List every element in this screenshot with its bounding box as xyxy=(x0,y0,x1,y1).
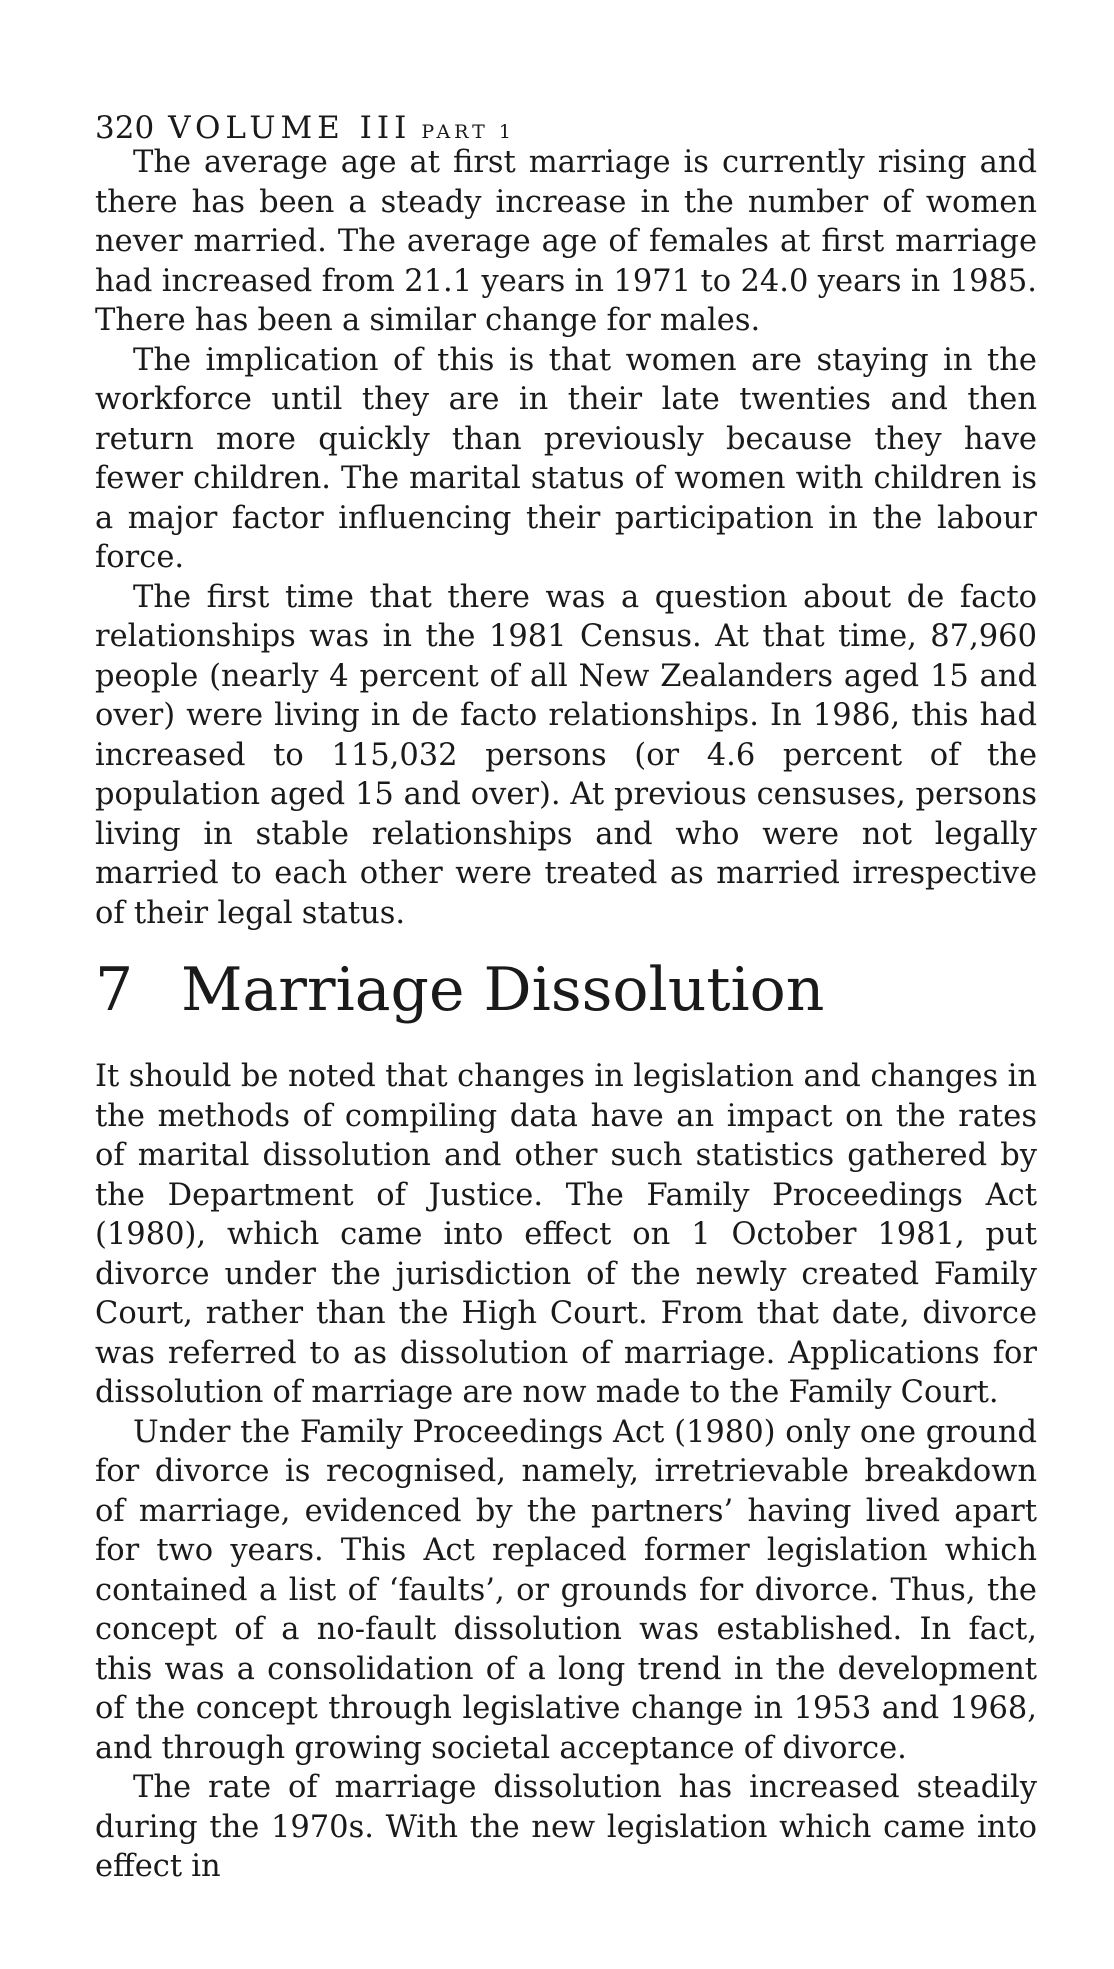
top-text-block xyxy=(95,143,1037,933)
section-text-block xyxy=(95,1057,1037,1887)
page-number: 320 xyxy=(95,110,155,146)
volume-label: VOLUME III xyxy=(168,110,412,146)
paragraph-average-age: The average age at first marriage is currently rising and there has been a steady increase in the number of women never married. The average age of females at first marriage had increased from 21.1 years in 1971 to 24.0 years in 1985. There has been a similar change for males. xyxy=(95,145,1037,338)
paragraph-dissolution-rate: The rate of marriage dissolution has increased steadily during the 1970s. With the new legislation which came into effect in xyxy=(95,1770,1037,1884)
part-label: PART 1 xyxy=(421,121,515,143)
running-head xyxy=(95,110,515,146)
paragraph-implication: The implication of this is that women are staying in the workforce until they are in their late twenties and then return more quickly than previously because they have fewer children. The marital status of women with children is a major factor influencing their participation in the labour force. xyxy=(95,342,1037,575)
paragraph-legislation-changes: It should be noted that changes in legislation and changes in the methods of compiling data have an impact on the rates of marital dissolution and other such statistics gathered by the Department of Justice. The Family Proceedings Act (1980), which came into effect on 1 October 1981, put divorce under the jurisdiction of the newly created Family Court, rather than the High Court. From that date, divorce was referred to as dissolution of marriage. Applications for dissolution of marriage are now made to the Family Court. xyxy=(95,1059,1037,1410)
section-number: 7 xyxy=(95,955,134,1025)
section-heading xyxy=(95,955,824,1025)
paragraph-family-proceedings-act: Under the Family Proceedings Act (1980) only one ground for divorce is recognised, namely, irretrievable breakdown of marriage, evidenced by the partners’ having lived apart for two years. This Act replaced former legislation which contained a list of ‘faults’, or grounds for divorce. Thus, the concept of a no-fault dissolution was established. In fact, this was a consolidation of a long trend in the development of the concept through legislative change in 1953 and 1968, and through growing societal acceptance of divorce. xyxy=(95,1414,1037,1766)
section-title: Marriage Dissolution xyxy=(181,955,825,1025)
paragraph-de-facto: The first time that there was a question about de facto relationships was in the 1981 Census. At that time, 87,960 people (nearly 4 percent of all New Zealanders aged 15 and over) were living in de facto relationships. In 1986, this had increased to 115,032 persons (or 4.6 percent of the population aged 15 and over). At previous censuses, persons living in stable relationships and who were not legally married to each other were treated as married irrespective of their legal status. xyxy=(95,579,1037,931)
